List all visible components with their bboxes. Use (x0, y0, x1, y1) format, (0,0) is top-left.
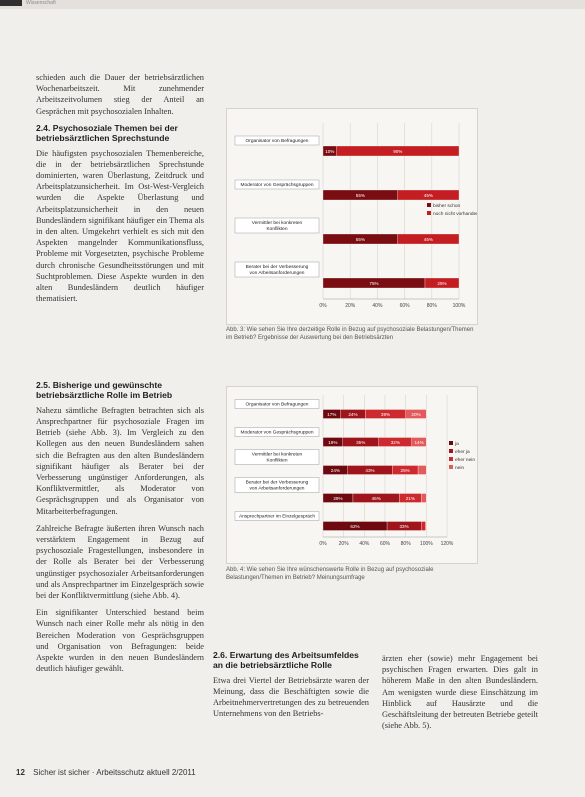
category-label: von Arbeitsanforderungen (249, 271, 305, 276)
x-tick-label: 0% (319, 303, 327, 309)
bar-value-label: 24% (330, 467, 341, 473)
bar-value-label: 21% (405, 495, 415, 501)
bar-value-label: 35% (356, 439, 366, 445)
section-2-4-text: Die häufigsten psychosozialen Themenbereiche, die in der betriebsärztlichen Sprechstunde dominierten, waren Überlastung, Zeitdruck und Arbeitsplatzunsicherheit. Im Ost-West-Vergleich wurden die Aspekte Überlastung und Arbeitsplatzunsicherheit in den neuen Bundesländern signifikant häufiger ein Thema als in den alten. Umgekehrt verhielt es sich mit den Aspekten mangelnder Kommunikationsfluss, Probleme mit Vorgesetzten, psychische Probleme durch chronische Gesundheitsstörungen und mit Suchtproblemen. Diese Aspekte wurden in den alten Bundesländern deutlich häufiger thematisiert. (36, 148, 204, 304)
bar-segment (421, 522, 425, 531)
chart-1 (227, 109, 477, 324)
legend-label: noch nicht vorhanden (433, 212, 477, 217)
x-tick-label: 80% (400, 541, 411, 547)
category-label: Berater bei der Verbesserung (245, 265, 309, 270)
bar-value-label: 20% (411, 411, 421, 417)
legend-label: eher nein (455, 458, 476, 463)
bar-value-label: 32% (390, 439, 400, 445)
section-2-5-text-a: Nahezu sämtliche Befragten betrachten sich als Ansprechpartner für psychosoziale Fragen im Betrieb (siehe Abb. 3). Im Vergleich zu den Kollegen aus den neuen Bundesländern sahen sich die Befragten aus den alten Bundesländern signifikant häufiger als Berater bei der Verbesserung ungünstiger Anforderungen, als Konfliktvermittler, als Moderator von Gesprächsgruppen und als Organisator von Mitarbeiterbefragungen. (36, 405, 204, 516)
chart-2-box (226, 386, 478, 564)
bar-value-label: 33% (399, 523, 409, 529)
bar-value-label: 55% (355, 192, 366, 198)
section-heading-2-4: 2.4. Psychosoziale Themen bei der betriebsärztlichen Sprechstunde (36, 122, 178, 144)
left-column-lower (36, 380, 204, 680)
bar-value-label: 17% (327, 411, 337, 417)
bar-value-label: 75% (369, 280, 379, 286)
category-label: Moderator von Gesprächsgruppen (240, 183, 314, 188)
x-tick-label: 100% (419, 541, 433, 547)
running-head: Wissenschaft (26, 0, 56, 6)
section-heading-2-5: 2.5. Bisherige und gewünschte betriebsärztliche Rolle im Betrieb (36, 380, 173, 401)
intro-paragraph: schieden auch die Dauer der betriebsärztlichen Wochenarbeitszeit. Mit zunehmender Arbeitszeitvolumen stieg der Anteil an Gesprächen mit psychosozialen Inhalten. (36, 73, 204, 116)
bar-value-label: 62% (350, 523, 360, 529)
category-label: Organisator von Befragungen (245, 139, 309, 144)
legend-swatch (449, 465, 453, 469)
category-label: Moderator von Gesprächsgruppen (240, 430, 314, 436)
bar-value-label: 25% (437, 280, 447, 286)
legend-label: eher ja (455, 450, 470, 455)
x-tick-label: 60% (379, 541, 391, 547)
x-tick-label: 60% (399, 303, 410, 309)
legend-swatch (449, 449, 453, 453)
legend-label: bisher schon (433, 204, 461, 209)
bar-segment (421, 494, 426, 503)
x-tick-label: 40% (372, 303, 383, 309)
chart-1-caption: Abb. 3: Wie sehen Sie Ihre derzeitige Rolle in Bezug auf psychosoziale Belastungen/Themen im Betrieb? Ergebnisse der Auswertung bei den Betriebsärzten (226, 327, 474, 341)
bar-segment (425, 522, 426, 531)
section-heading-2-6: 2.6. Erwartung des Arbeitsumfeldes an die betriebsärztliche Rolle (213, 650, 359, 671)
category-label: Vermittler bei konkreten (251, 452, 303, 458)
bar-value-label: 45% (423, 192, 434, 198)
x-tick-label: 20% (338, 541, 349, 547)
x-tick-label: 0% (319, 541, 327, 547)
top-bar (0, 0, 585, 9)
category-label: Vermittler bei konkreten (251, 221, 303, 226)
section-2-5-text-b: Zahlreiche Befragte äußerten ihren Wunsch nach verstärktem Engagement in Bezug auf psychosoziale Fragestellungen, insbesondere in der Rolle als Berater bei der Verbesserung ungünstiger psychosozialer Arbeitsanforderungen und als Ansprechpartner im Einzelgespräch sowie bei der Konfliktvermittlung (siehe Abb. 4). (36, 523, 204, 601)
x-tick-label: 80% (426, 303, 437, 309)
chart-2 (227, 387, 477, 563)
bar-value-label: 55% (355, 236, 366, 242)
page-number: 12 (16, 768, 25, 777)
magazine-name: Sicher ist sicher · Arbeitsschutz aktuell 2/2011 (33, 768, 196, 777)
category-label: von Arbeitsanforderungen (249, 486, 305, 492)
legend-label: nein (455, 466, 465, 471)
section-2-6 (213, 650, 369, 720)
legend-swatch (427, 203, 431, 207)
category-label: Organisator von Befragungen (245, 402, 309, 408)
category-label: Ansprechpartner im Einzelgespräch (239, 514, 315, 520)
bar-value-label: 19% (328, 439, 338, 445)
bar-segment (418, 466, 426, 475)
legend-swatch (449, 457, 453, 461)
chart-2-caption: Abb. 4: Wie sehen Sie Ihre wünschenswerte Rolle in Bezug auf psychosoziale Belastungen/Themen im Betrieb? Meinungsumfrage (226, 567, 434, 581)
section-2-6-text-a: Etwa drei Viertel der Betriebsärzte waren der Meinung, dass die Beschäftigten sowie die Arbeitnehmervertretungen des zu betreuenden Unternehmens von den Betriebs- (213, 675, 369, 719)
legend-swatch (449, 441, 453, 445)
page-footer (16, 768, 196, 777)
x-tick-label: 120% (440, 541, 454, 547)
legend-label: ja (455, 442, 459, 447)
bar-value-label: 25% (400, 467, 410, 473)
category-label: Berater bei der Verbesserung (245, 480, 309, 486)
x-tick-label: 40% (359, 541, 370, 547)
bar-value-label: 90% (393, 148, 403, 154)
section-2-6-text-b: ärzten eher (sowie) mehr Engagement bei psychischen Fragen erwarten. Dies galt in höherem Maße in den alten Bundesländern. Am wenigsten wurde diese Einschätzung im Hinblick auf Hausärzte und die Geschäftsleitung der betreuten Betriebe geteilt (siehe Abb. 5). (382, 654, 538, 731)
left-column (36, 72, 204, 310)
header-block (0, 0, 22, 6)
category-label: Konflikten (266, 458, 288, 464)
x-tick-label: 20% (345, 303, 356, 309)
bar-value-label: 45% (371, 495, 381, 501)
bar-value-label: 39% (380, 411, 391, 417)
bar-value-label: 29% (333, 495, 343, 501)
section-2-6-continued (382, 653, 538, 731)
bar-value-label: 45% (423, 236, 434, 242)
category-label: Konflikten (266, 227, 288, 232)
section-2-5-text-c: Ein signifikanter Unterschied bestand beim Wunsch nach einer Rolle mehr als nötig in den Bereichen Moderation von Gesprächsgruppen und Organisation von Befragungen: beide Aspekte wurden in den neuen Bundesländern deutlich häufiger gewählt. (36, 608, 204, 674)
bar-value-label: 14% (414, 439, 424, 445)
legend-swatch (427, 211, 431, 215)
bar-value-label: 24% (348, 411, 358, 417)
bar-value-label: 43% (365, 467, 375, 473)
chart-1-box (226, 108, 478, 325)
bar-value-label: 10% (325, 148, 335, 154)
x-tick-label: 100% (452, 303, 466, 309)
